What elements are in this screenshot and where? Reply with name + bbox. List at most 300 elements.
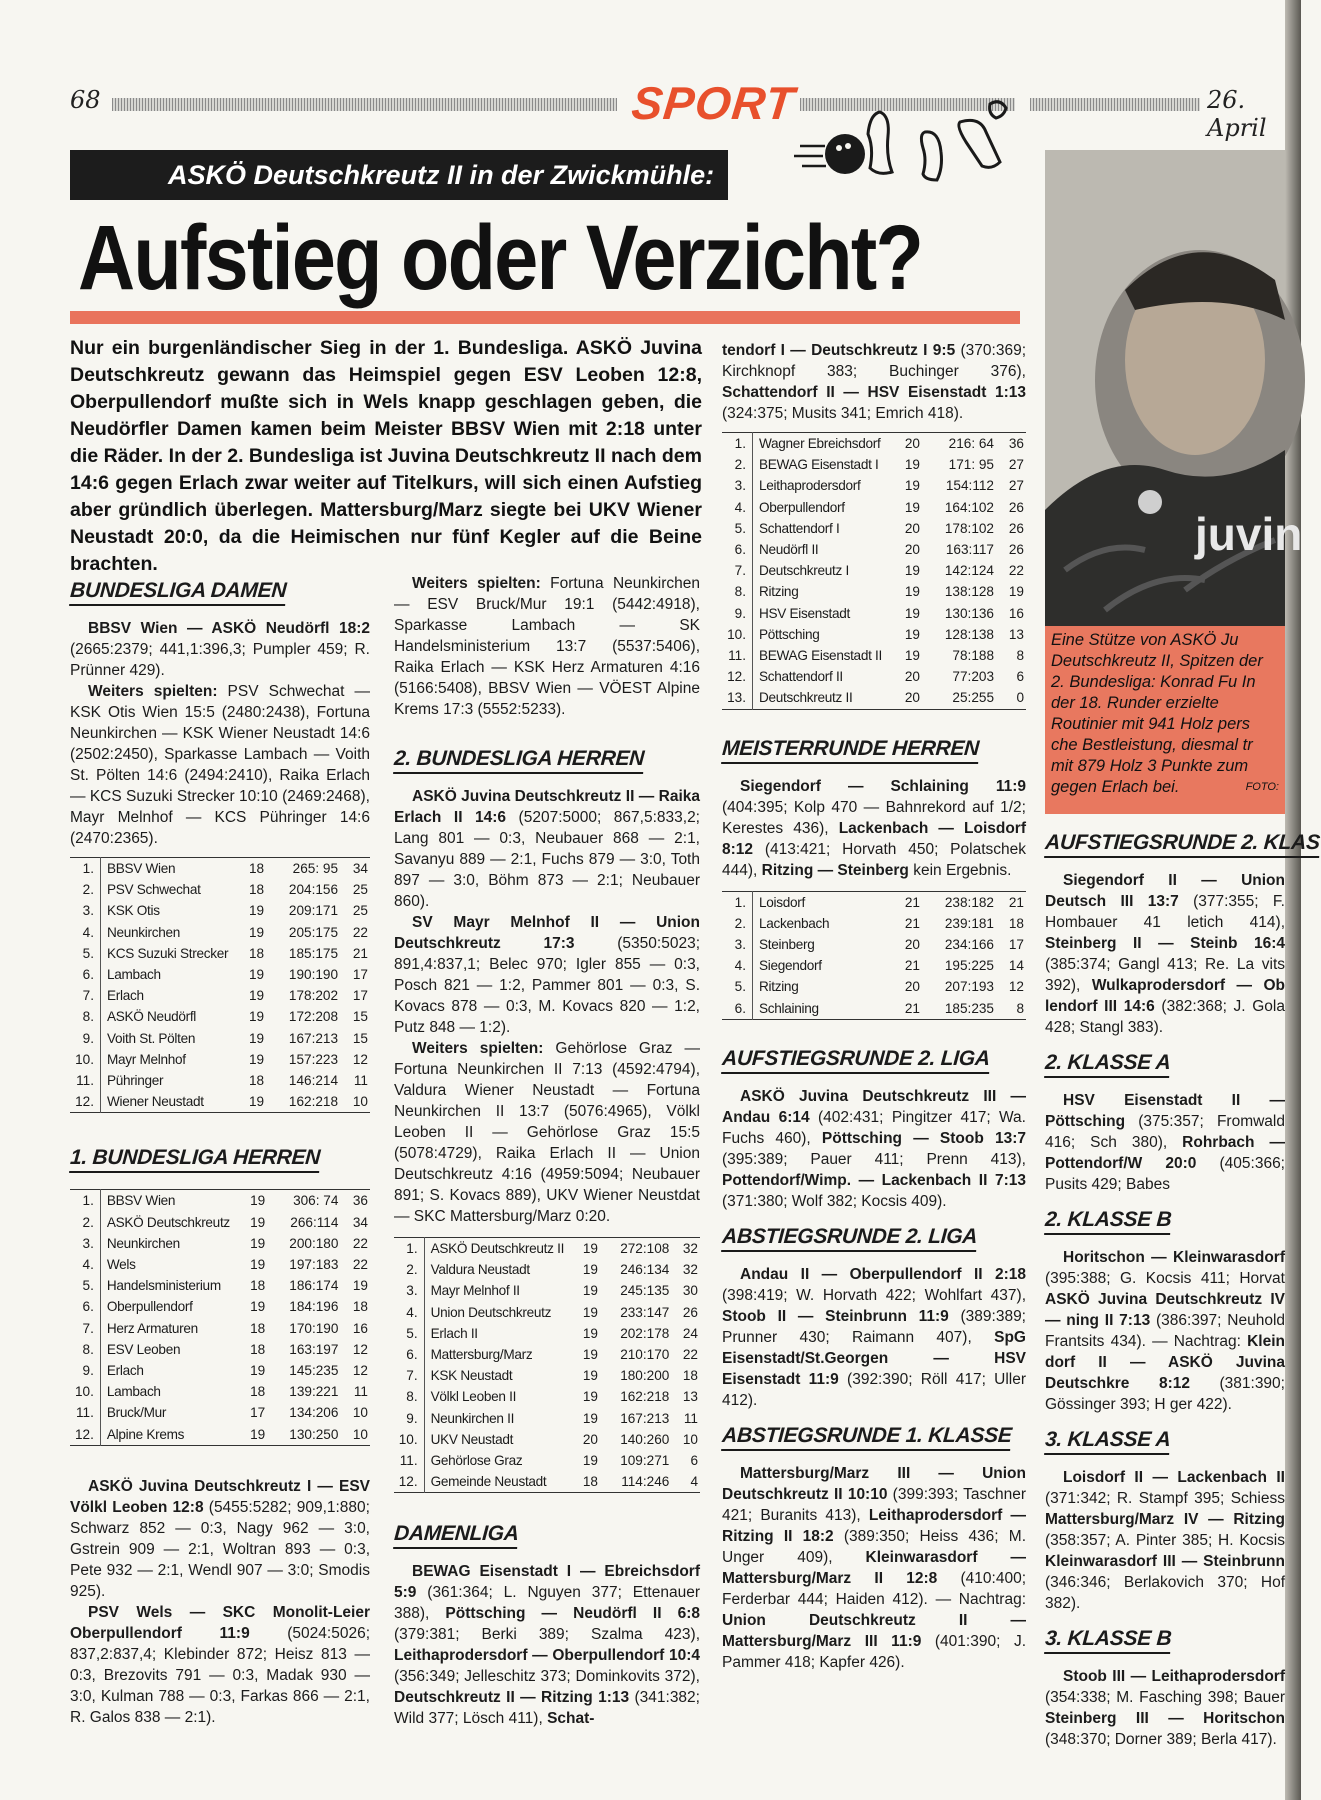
games-cell: 18 bbox=[249, 861, 265, 876]
table-row bbox=[722, 624, 1026, 645]
score-cell: 163:197 bbox=[289, 1341, 339, 1357]
team-cell: Union Deutschkreutz bbox=[430, 1304, 552, 1320]
points-cell: 11 bbox=[683, 1410, 698, 1426]
team-cell: Leithaprodersdorf bbox=[759, 478, 861, 494]
score-cell: 207:193 bbox=[944, 979, 994, 995]
heading-meisterrunde-herren: MEISTERRUNDE HERREN bbox=[721, 738, 980, 764]
header-rule-right2 bbox=[1030, 98, 1200, 111]
table-row bbox=[70, 1339, 370, 1360]
games-cell: 20 bbox=[582, 1431, 598, 1447]
games-cell: 20 bbox=[904, 520, 920, 536]
rank-cell: 2. bbox=[722, 913, 753, 934]
rank-cell: 1. bbox=[70, 1190, 100, 1212]
standings-table-damen bbox=[70, 857, 370, 1113]
table-row bbox=[722, 955, 1026, 976]
score-cell: 154:112 bbox=[945, 478, 994, 494]
score-cell: 209:171 bbox=[288, 903, 339, 919]
team-cell: KSK Otis bbox=[106, 903, 160, 919]
team-cell: Deutschkreutz I bbox=[759, 563, 849, 579]
rank-cell: 7. bbox=[70, 985, 100, 1006]
games-cell: 19 bbox=[582, 1410, 598, 1426]
result-paragraph: BBSV Wien — ASKÖ Neudörfl 18:2 (2665:2379; 441,1:396,3; Pumpler 459; R. Prünner 429). bbox=[70, 620, 370, 679]
score-cell: 142:124 bbox=[944, 563, 994, 579]
games-cell: 18 bbox=[250, 1320, 266, 1336]
score-cell: 210:170 bbox=[620, 1347, 670, 1363]
team-cell: Alpine Krems bbox=[106, 1426, 185, 1442]
rank-cell: 8. bbox=[394, 1386, 424, 1407]
table-row bbox=[722, 497, 1026, 518]
table-row bbox=[394, 1429, 700, 1450]
games-cell: 18 bbox=[249, 945, 265, 961]
points-cell: 8 bbox=[1016, 648, 1024, 664]
rank-cell: 5. bbox=[394, 1323, 424, 1344]
team-cell: UKV Neustadt bbox=[430, 1431, 514, 1447]
games-cell: 19 bbox=[250, 1257, 266, 1273]
points-cell: 27 bbox=[1008, 478, 1024, 494]
rank-cell: 11. bbox=[394, 1450, 424, 1471]
points-cell: 17 bbox=[352, 967, 368, 983]
table-row bbox=[722, 518, 1026, 539]
table-row bbox=[722, 934, 1026, 955]
table-row bbox=[394, 1302, 700, 1323]
rank-cell: 5. bbox=[70, 1275, 100, 1296]
rank-cell: 1. bbox=[394, 1238, 424, 1260]
score-cell: 233:147 bbox=[620, 1304, 670, 1320]
table-row bbox=[70, 1381, 370, 1402]
team-cell: ASKÖ Deutschkreutz bbox=[106, 1214, 230, 1230]
team-cell: ASKÖ Deutschkreutz II bbox=[430, 1241, 565, 1256]
score-cell: 234:166 bbox=[944, 937, 994, 953]
score-cell: 195:225 bbox=[944, 958, 994, 974]
score-cell: 239:181 bbox=[944, 915, 994, 931]
points-cell: 0 bbox=[1016, 690, 1024, 706]
points-cell: 19 bbox=[352, 1278, 368, 1294]
points-cell: 32 bbox=[682, 1241, 698, 1256]
games-cell: 19 bbox=[249, 903, 265, 919]
heading-abstiegsrunde-2-liga: ABSTIEGSRUNDE 2. LIGA bbox=[721, 1226, 978, 1252]
score-cell: 190:190 bbox=[288, 967, 339, 983]
score-cell: 146:214 bbox=[288, 1073, 339, 1089]
games-cell: 20 bbox=[904, 436, 920, 451]
team-cell: Bruck/Mur bbox=[106, 1405, 167, 1421]
table-row bbox=[70, 1360, 370, 1381]
games-cell: 21 bbox=[904, 894, 920, 910]
rank-cell: 12. bbox=[70, 1091, 100, 1113]
player-photo bbox=[1045, 150, 1303, 626]
games-cell: 19 bbox=[904, 457, 920, 473]
result-paragraph: Andau II — Oberpullendorf II 2:18 (398:419; W. Horvath 422; Wohlfart 437), Stoob II — Steinbrunn 11:9 (389:389; Prunner 430; Raimann 407), SpG Eisenstadt/St.Georgen — HSV Eisenstadt 11:9 (392:390; Röll 417; Uller 412). bbox=[722, 1265, 1026, 1409]
team-cell: BEWAG Eisenstadt I bbox=[759, 457, 879, 473]
team-cell: Schattendorf II bbox=[759, 669, 843, 685]
team-cell: Neunkirchen bbox=[106, 924, 181, 940]
issue-date: 26. April bbox=[1207, 86, 1267, 142]
games-cell: 19 bbox=[904, 584, 920, 600]
games-cell: 19 bbox=[582, 1283, 598, 1299]
result-paragraph: Weiters spielten: PSV Schwechat — KSK Otis Wien 15:5 (2480:2438), Fortuna Neunkirchen — KSK Wiener Neustadt 14:6 (2502:2450), Sparkasse Lambach — Voith St. Pölten 14:6 (2494:2410), Raika Erlach — KCS Suzuki Strecker 10:10 (2469:2468), Mayr Melnhof — KCS Pühringer 14:6 (2470:2365). bbox=[70, 683, 370, 847]
rank-cell: 10. bbox=[722, 624, 753, 645]
team-cell: Ritzing bbox=[759, 584, 799, 600]
rank-cell: 3. bbox=[722, 934, 753, 955]
points-cell: 6 bbox=[1016, 669, 1024, 685]
rank-cell: 7. bbox=[722, 560, 753, 581]
score-cell: 265: 95 bbox=[292, 861, 339, 876]
table-row bbox=[722, 687, 1026, 709]
team-cell: Schattendorf I bbox=[759, 520, 840, 536]
caption-text: Eine Stütze von ASKÖ Ju Deutschkreutz II, Spitzen der 2. Bundesliga: Konrad Fu In der 18. Runder erzielte Routinier mit 941 Holz pers che Bestleistung, diesmal tr mit 879 Holz 3 Punkte zum gegen Erlach bei. bbox=[1051, 631, 1263, 796]
table-row bbox=[70, 1402, 370, 1423]
games-cell: 20 bbox=[904, 979, 920, 995]
score-cell: 162:218 bbox=[620, 1389, 670, 1405]
table-row bbox=[722, 475, 1026, 496]
games-cell: 19 bbox=[249, 1094, 265, 1110]
heading-aufstiegsrunde-2-klasse: AUFSTIEGSRUNDE 2. KLAS bbox=[1044, 832, 1320, 858]
points-cell: 16 bbox=[352, 1320, 368, 1336]
rank-cell: 5. bbox=[722, 976, 753, 997]
score-cell: 180:200 bbox=[620, 1368, 670, 1384]
team-cell: Schlaining bbox=[759, 1000, 819, 1016]
points-cell: 10 bbox=[682, 1431, 698, 1447]
team-cell: Gemeinde Neustadt bbox=[430, 1474, 547, 1490]
heading-aufstiegsrunde-2-liga: AUFSTIEGSRUNDE 2. LIGA bbox=[721, 1048, 990, 1074]
rank-cell: 6. bbox=[722, 998, 753, 1020]
table-row bbox=[394, 1259, 700, 1280]
table-row bbox=[70, 1070, 370, 1091]
lead-paragraph: Nur ein burgenländischer Sieg in der 1. Bundesliga. ASKÖ Juvina Deutschkreutz gewann das Heimspiel gegen ESV Leoben 12:8, Oberpullendorf mußte sich in Wels knapp geschlagen geben, die Neudörfler Damen kamen beim Meister BBSV Wien mit 2:18 unter die Räder. In der 2. Bundesliga ist Juvina Deutschkreutz II nach dem 14:6 gegen Erlach zwar weiter auf Titelkurs, will sich einen Aufstieg aber gründlich überlegen. Mattersburg/Marz siegte bei UKV Wiener Neustadt 20:0, da die Heimischen nur fünf Kegler auf die Beine brachten. bbox=[70, 337, 702, 575]
result-paragraph: Weiters spielten: Gehörlose Graz — Fortuna Neunkirchen II 7:13 (4592:4794), Valdura Wiener Neustadt — Fortuna Neunkirchen II 13:7 (5076:4965), Völkl Leoben II — Gehörlose Graz 15:5 (5078:4729), Raika Erlach II — Union Deutschkreutz 4:16 (4959:5094; Neubauer 891; S. Kovacs 889), UKV Wiener Neustdat — SKC Mattersburg/Marz 0:20. bbox=[394, 1040, 700, 1225]
table-row bbox=[394, 1408, 700, 1429]
rank-cell: 11. bbox=[70, 1402, 100, 1423]
result-paragraph: ASKÖ Juvina Deutschkreutz III — Andau 6:14 (402:431; Pingitzer 417; Wa. Fuchs 460), Pöttsching — Stoob 13:7 (395:389; Pauer 411; Prenn 413), Pottendorf/Wimp. — Lackenbach II 7:13 (371:380; Wolf 382; Kocsis 409). bbox=[722, 1087, 1026, 1210]
rank-cell: 8. bbox=[722, 581, 753, 602]
team-cell: KSK Neustadt bbox=[430, 1368, 513, 1384]
team-cell: BBSV Wien bbox=[106, 1193, 176, 1209]
player-portrait-image bbox=[1045, 150, 1303, 626]
column-3 bbox=[722, 340, 1026, 1673]
points-cell: 36 bbox=[1008, 436, 1024, 451]
rank-cell: 10. bbox=[70, 1049, 100, 1070]
team-cell: Neunkirchen bbox=[106, 1235, 180, 1251]
table-row bbox=[70, 1006, 370, 1027]
table-row bbox=[70, 1190, 370, 1212]
standings-table-2-bundesliga bbox=[394, 1237, 700, 1493]
heading-3-klasse-b: 3. KLASSE B bbox=[1044, 1628, 1172, 1654]
page-edge bbox=[1285, 0, 1301, 1800]
team-cell: Oberpullendorf bbox=[759, 499, 845, 515]
heading-2-bundesliga-herren: 2. BUNDESLIGA HERREN bbox=[393, 748, 645, 774]
rank-cell: 4. bbox=[70, 922, 100, 943]
team-cell: Neunkirchen II bbox=[430, 1410, 515, 1426]
games-cell: 18 bbox=[250, 1278, 266, 1294]
team-cell: KCS Suzuki Strecker bbox=[106, 945, 229, 961]
standings-table-damenliga bbox=[722, 432, 1026, 710]
games-cell: 19 bbox=[582, 1325, 598, 1341]
standings-table-meisterrunde bbox=[722, 891, 1026, 1020]
result-paragraph: Siegendorf — Schlaining 11:9 (404:395; Kolp 470 — Bahnrekord auf 1/2; Kerestes 436), Lackenbach — Loisdorf 8:12 (413:421; Horvath 450; Polatschek 444), Ritzing — Steinberg kein Ergebnis. bbox=[722, 777, 1026, 879]
team-cell: HSV Eisenstadt bbox=[759, 605, 851, 621]
team-cell: Deutschkreutz II bbox=[759, 690, 853, 706]
table-row bbox=[70, 1424, 370, 1446]
rank-cell: 11. bbox=[722, 645, 753, 666]
score-cell: 167:213 bbox=[620, 1410, 670, 1426]
team-cell: Mayr Melnhof bbox=[106, 1051, 186, 1067]
points-cell: 12 bbox=[352, 1341, 368, 1357]
rank-cell: 6. bbox=[70, 1296, 100, 1317]
team-cell: Neudörfl II bbox=[759, 542, 819, 558]
table-row bbox=[70, 1028, 370, 1049]
heading-damenliga: DAMENLIGA bbox=[393, 1523, 519, 1549]
table-row bbox=[394, 1365, 700, 1386]
score-cell: 245:135 bbox=[620, 1283, 670, 1299]
rank-cell: 12. bbox=[70, 1424, 100, 1446]
table-row bbox=[722, 891, 1026, 913]
table-row bbox=[70, 1091, 370, 1113]
photo-shirt-text: juvin bbox=[1195, 508, 1303, 560]
games-cell: 18 bbox=[249, 882, 265, 898]
points-cell: 34 bbox=[352, 1214, 368, 1230]
headline-underline bbox=[70, 311, 1020, 324]
score-cell: 172:208 bbox=[288, 1009, 339, 1025]
games-cell: 19 bbox=[582, 1262, 598, 1278]
score-cell: 157:223 bbox=[288, 1051, 339, 1067]
table-row bbox=[722, 976, 1026, 997]
score-cell: 266:114 bbox=[290, 1214, 339, 1230]
team-cell: Ritzing bbox=[759, 979, 799, 995]
games-cell: 19 bbox=[249, 988, 265, 1004]
score-cell: 238:182 bbox=[944, 894, 994, 910]
points-cell: 32 bbox=[682, 1262, 698, 1278]
games-cell: 19 bbox=[250, 1235, 266, 1251]
header-rule-left bbox=[112, 98, 617, 111]
team-cell: Herz Armaturen bbox=[106, 1320, 198, 1336]
rank-cell: 8. bbox=[70, 1339, 100, 1360]
rank-cell: 6. bbox=[394, 1344, 424, 1365]
table-row bbox=[394, 1450, 700, 1471]
points-cell: 26 bbox=[1008, 520, 1024, 536]
points-cell: 12 bbox=[1008, 979, 1024, 995]
score-cell: 184:196 bbox=[289, 1299, 339, 1315]
team-cell: Erlach bbox=[106, 1363, 144, 1379]
score-cell: 130:136 bbox=[944, 605, 994, 621]
points-cell: 26 bbox=[1008, 499, 1024, 515]
games-cell: 17 bbox=[250, 1405, 266, 1421]
result-paragraph: HSV Eisenstadt II — Pöttsching (375:357; Fromwald 416; Sch 380), Rohrbach — Pottendorf/W 20:0 (405:366; Pusits 429; Babes bbox=[1045, 1092, 1285, 1193]
table-row bbox=[394, 1471, 700, 1493]
result-paragraph: BEWAG Eisenstadt I — Ebreichsdorf 5:9 (361:364; L. Nguyen 377; Ettenauer 388), Pöttsching — Neudörfl II 6:8 (379:381; Berki 389; Szalma 423), Leithaprodersdorf — Oberpullendorf 10:4 (356:349; Jelleschitz 373; Dominkovits 372), Deutschkreutz II — Ritzing 1:13 (341:382; Wild 377; Lösch 411), Schat- bbox=[394, 1563, 700, 1728]
team-cell: Oberpullendorf bbox=[106, 1299, 193, 1315]
points-cell: 10 bbox=[352, 1094, 368, 1110]
table-row bbox=[394, 1280, 700, 1301]
score-cell: 167:213 bbox=[288, 1030, 339, 1046]
points-cell: 16 bbox=[1008, 605, 1024, 621]
rank-cell: 3. bbox=[722, 475, 753, 496]
result-paragraph: Loisdorf II — Lackenbach II (371:342; R. Stampf 395; Schiess Mattersburg/Marz IV — Ritzing (358:357; A. Pinter 385; H. Kocsis Kleinwarasdorf III — Steinbrunn (346:346; Berlakovich 370; Hof 382). bbox=[1045, 1469, 1285, 1612]
points-cell: 21 bbox=[1008, 894, 1024, 910]
games-cell: 21 bbox=[904, 915, 920, 931]
score-cell: 139:221 bbox=[289, 1384, 339, 1400]
score-cell: 204:156 bbox=[288, 882, 339, 898]
team-cell: Voith St. Pölten bbox=[106, 1030, 196, 1046]
games-cell: 19 bbox=[904, 499, 920, 515]
result-paragraph: Mattersburg/Marz III — Union Deutschkreutz II 10:10 (399:393; Taschner 421; Buranits 413), Leithaprodersdorf — Ritzing II 18:2 (389:350; Heiss 436; M. Unger 409), Kleinwarasdorf — Mattersburg/Marz II 12:8 (410:400; Ferderbar 444; Haiden 412). — Nachtrag: Union Deutschkreutz II — Mattersburg/Marz III 11:9 (401:390; J. Pammer 418; Kapfer 426). bbox=[722, 1464, 1027, 1671]
table-row bbox=[722, 539, 1026, 560]
score-cell: 246:134 bbox=[620, 1262, 670, 1278]
result-paragraph: Horitschon — Kleinwarasdorf (395:388; G. Kocsis 411; Horvat ASKÖ Juvina Deutschkreutz IV — ning II 7:13 (386:397; Neuhold Frantsits 434). — Nachtrag: Klein dorf II — ASKÖ Juvina Deutschkre 8:12 (381:390; Gössinger 393; H ger 422). bbox=[1045, 1249, 1286, 1413]
team-cell: ASKÖ Neudörfl bbox=[106, 1009, 197, 1025]
table-row bbox=[722, 581, 1026, 602]
score-cell: 145:235 bbox=[289, 1363, 339, 1379]
team-cell: BEWAG Eisenstadt II bbox=[759, 648, 882, 664]
team-cell: Völkl Leoben II bbox=[430, 1389, 517, 1405]
table-row bbox=[394, 1238, 700, 1260]
points-cell: 22 bbox=[352, 924, 368, 940]
score-cell: 178:202 bbox=[288, 988, 339, 1004]
rank-cell: 2. bbox=[70, 879, 100, 900]
points-cell: 18 bbox=[352, 1299, 368, 1315]
photo-caption bbox=[1045, 626, 1285, 814]
result-paragraph: ASKÖ Juvina Deutschkreutz II — Raika Erlach II 14:6 (5207:5000; 867,5:833,2; Lang 801 — 0:3, Neubauer 868 — 2:1, Savanyu 889 — 2:1, Fuchs 879 — 3:0, Toth 897 — 3:0, Böhm 873 — 2:1; Neubauer 860). bbox=[394, 788, 700, 910]
table-row bbox=[722, 998, 1026, 1020]
games-cell: 19 bbox=[250, 1214, 266, 1230]
score-cell: 134:206 bbox=[289, 1405, 339, 1421]
table-row bbox=[722, 454, 1026, 475]
rank-cell: 12. bbox=[394, 1471, 424, 1493]
team-cell: Lambach bbox=[106, 967, 161, 983]
score-cell: 205:175 bbox=[288, 924, 339, 940]
heading-abstiegsrunde-1-klasse: ABSTIEGSRUNDE 1. KLASSE bbox=[721, 1425, 1012, 1451]
points-cell: 24 bbox=[682, 1325, 698, 1341]
games-cell: 19 bbox=[582, 1368, 598, 1384]
points-cell: 25 bbox=[352, 903, 368, 919]
table-row bbox=[70, 858, 370, 880]
result-paragraph: Siegendorf II — Union Deutsch III 13:7 (377:355; F. Hombauer 41 letich 414), Steinberg II — Steinb 16:4 (385:374; Gangl 413; Re. La vits 392), Wulkaprodersdorf — Ob lendorf III 14:6 (382:368; J. Gola 428; Stangl 383). bbox=[1045, 872, 1285, 1036]
games-cell: 19 bbox=[582, 1304, 598, 1320]
score-cell: 163:117 bbox=[945, 542, 994, 558]
rank-cell: 8. bbox=[70, 1006, 100, 1027]
score-cell: 185:235 bbox=[944, 1000, 994, 1016]
table-row bbox=[70, 943, 370, 964]
result-paragraph: ASKÖ Juvina Deutschkreutz I — ESV Völkl Leoben 12:8 (5455:5282; 909,1:880; Schwarz 852 — 0:3, Nagy 962 — 3:0, Gstrein 909 — 2:1, Woltran 893 — 0:3, Pete 932 — 2:1, Wendl 907 — 3:0; Smodis 925). bbox=[70, 1477, 370, 1600]
games-cell: 20 bbox=[904, 542, 920, 558]
team-cell: Handelsministerium bbox=[106, 1278, 221, 1294]
rank-cell: 2. bbox=[394, 1259, 424, 1280]
rank-cell: 9. bbox=[394, 1408, 424, 1429]
rank-cell: 4. bbox=[394, 1302, 424, 1323]
games-cell: 19 bbox=[904, 605, 920, 621]
table-row bbox=[722, 433, 1026, 455]
games-cell: 19 bbox=[904, 563, 920, 579]
games-cell: 20 bbox=[904, 669, 920, 685]
score-cell: 78:188 bbox=[952, 648, 994, 664]
points-cell: 15 bbox=[352, 1009, 368, 1025]
result-paragraph: tendorf I — Deutschkreutz I 9:5 (370:369; Kirchknopf 383; Buchinger 376), Schattendorf II — HSV Eisenstadt 1:13 (324:375; Musits 341; Emrich 418). bbox=[722, 342, 1026, 422]
team-cell: Lambach bbox=[106, 1384, 161, 1400]
heading-1-bundesliga-herren: 1. BUNDESLIGA HERREN bbox=[69, 1147, 321, 1173]
heading-2-klasse-b: 2. KLASSE B bbox=[1044, 1209, 1172, 1235]
heading-3-klasse-a: 3. KLASSE A bbox=[1044, 1429, 1171, 1455]
team-cell: PSV Schwechat bbox=[106, 882, 201, 898]
table-row bbox=[70, 900, 370, 921]
score-cell: 109:271 bbox=[620, 1453, 670, 1469]
points-cell: 30 bbox=[682, 1283, 698, 1299]
team-cell: Pöttsching bbox=[759, 626, 820, 642]
score-cell: 77:203 bbox=[952, 669, 994, 685]
games-cell: 18 bbox=[250, 1384, 266, 1400]
section-logo: SPORT bbox=[629, 77, 798, 129]
rank-cell: 9. bbox=[70, 1028, 100, 1049]
points-cell: 36 bbox=[352, 1193, 368, 1209]
games-cell: 19 bbox=[250, 1426, 266, 1442]
games-cell: 20 bbox=[904, 937, 920, 953]
games-cell: 19 bbox=[582, 1241, 598, 1256]
points-cell: 18 bbox=[1008, 915, 1024, 931]
score-cell: 178:102 bbox=[944, 520, 994, 536]
score-cell: 186:174 bbox=[289, 1278, 339, 1294]
points-cell: 26 bbox=[682, 1304, 698, 1320]
team-cell: Erlach II bbox=[430, 1325, 478, 1341]
photo-credit: FOTO: bbox=[1245, 781, 1279, 793]
points-cell: 11 bbox=[353, 1073, 368, 1089]
points-cell: 19 bbox=[1008, 584, 1024, 600]
rank-cell: 9. bbox=[722, 603, 753, 624]
games-cell: 19 bbox=[249, 1009, 265, 1025]
games-cell: 19 bbox=[250, 1363, 266, 1379]
rank-cell: 5. bbox=[70, 943, 100, 964]
points-cell: 22 bbox=[352, 1235, 368, 1251]
points-cell: 4 bbox=[690, 1474, 698, 1490]
points-cell: 10 bbox=[352, 1405, 368, 1421]
bowling-pins-icon bbox=[790, 92, 1030, 192]
games-cell: 19 bbox=[582, 1389, 598, 1405]
points-cell: 12 bbox=[352, 1363, 368, 1379]
rank-cell: 2. bbox=[722, 454, 753, 475]
score-cell: 216: 64 bbox=[948, 436, 994, 451]
points-cell: 17 bbox=[352, 988, 368, 1004]
points-cell: 26 bbox=[1008, 542, 1024, 558]
team-cell: BBSV Wien bbox=[106, 861, 176, 876]
rank-cell: 10. bbox=[394, 1429, 424, 1450]
team-cell: Valdura Neustadt bbox=[430, 1262, 530, 1278]
rank-cell: 5. bbox=[722, 518, 753, 539]
table-row bbox=[722, 666, 1026, 687]
team-cell: Siegendorf bbox=[759, 958, 822, 974]
rank-cell: 13. bbox=[722, 687, 753, 709]
score-cell: 171: 95 bbox=[948, 457, 994, 473]
table-row bbox=[70, 1318, 370, 1339]
score-cell: 272:108 bbox=[620, 1241, 670, 1256]
rank-cell: 6. bbox=[70, 964, 100, 985]
rank-cell: 12. bbox=[722, 666, 753, 687]
games-cell: 19 bbox=[582, 1347, 598, 1363]
heading-2-klasse-a: 2. KLASSE A bbox=[1044, 1052, 1171, 1078]
table-row bbox=[722, 560, 1026, 581]
team-cell: Pühringer bbox=[106, 1073, 164, 1089]
result-paragraph: PSV Wels — SKC Monolit-Leier Oberpullendorf 11:9 (5024:5026; 837,2:837,4; Klebinder 872; Heisz 813 — 0:3, Brezovits 791 — 0:3, Madak 930 — 3:0, Kulman 788 — 0:3, Farkas 866 — 2:1, R. Galos 838 — 2:1). bbox=[70, 1603, 370, 1726]
points-cell: 6 bbox=[690, 1453, 698, 1469]
team-cell: Steinberg bbox=[759, 937, 815, 953]
team-cell: Wiener Neustadt bbox=[106, 1094, 204, 1110]
games-cell: 21 bbox=[904, 1000, 920, 1016]
rank-cell: 9. bbox=[70, 1360, 100, 1381]
score-cell: 25:255 bbox=[952, 690, 994, 706]
points-cell: 22 bbox=[682, 1347, 698, 1363]
games-cell: 19 bbox=[249, 1030, 265, 1046]
table-row bbox=[722, 645, 1026, 666]
points-cell: 10 bbox=[352, 1426, 368, 1442]
heading-bundesliga-damen: BUNDESLIGA DAMEN bbox=[69, 580, 287, 606]
games-cell: 19 bbox=[249, 924, 265, 940]
table-row bbox=[722, 913, 1026, 934]
headline: Aufstieg oder Verzicht? bbox=[78, 207, 923, 309]
